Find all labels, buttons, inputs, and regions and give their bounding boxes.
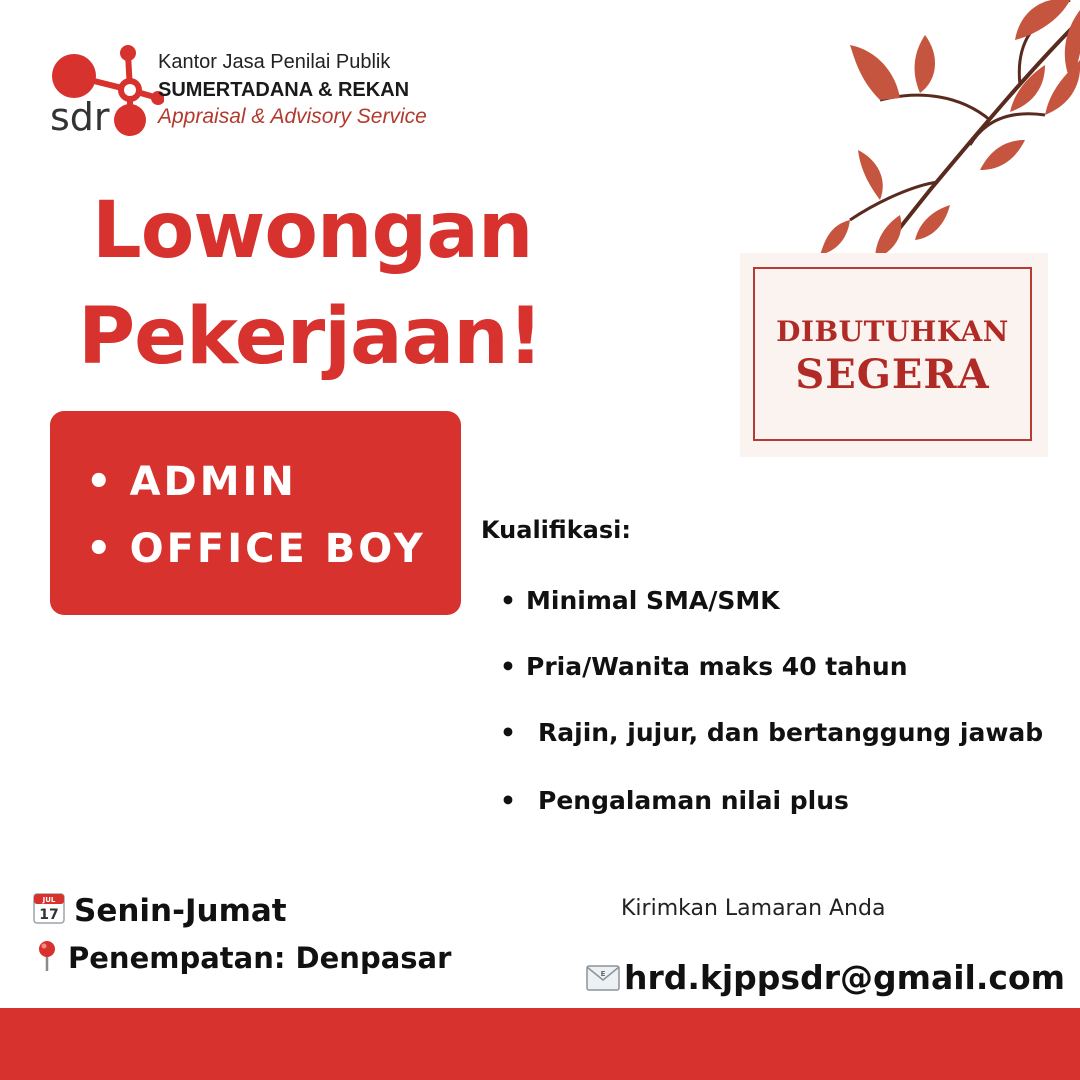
positions-box: [50, 411, 461, 615]
headline-line-1: Lowongan: [92, 186, 533, 276]
company-name: SUMERTADANA & REKAN: [158, 79, 410, 101]
qualification-item: • Pengalaman nilai plus: [500, 786, 849, 815]
headline-line-2: Pekerjaan!: [78, 292, 543, 382]
calendar-icon: [32, 891, 66, 925]
urgent-badge: [740, 253, 1048, 457]
svg-text:E: E: [600, 970, 606, 978]
qualification-item: • Rajin, jujur, dan bertanggung jawab: [500, 718, 1044, 747]
work-days-text: Senin-Jumat: [74, 893, 287, 929]
qualification-text: Minimal SMA/SMK: [526, 586, 780, 615]
position-item: • ADMIN: [86, 459, 297, 505]
qualification-item: • Minimal SMA/SMK: [500, 586, 780, 615]
company-logo-icon: [44, 40, 164, 140]
placement: [34, 940, 451, 975]
qualifications-title: Kualifikasi:: [481, 516, 631, 544]
svg-text:JUL: JUL: [42, 896, 56, 904]
logo-text: sdr: [50, 95, 110, 139]
placement-text: Penempatan: Denpasar: [68, 941, 452, 975]
apply-label: Kirimkan Lamaran Anda: [621, 896, 886, 921]
qualification-text: Rajin, jujur, dan bertanggung jawab: [538, 718, 1044, 747]
company-type: Kantor Jasa Penilai Publik: [158, 51, 391, 73]
work-days: [32, 891, 287, 929]
contact-email[interactable]: [586, 958, 1065, 997]
company-tagline: Appraisal & Advisory Service: [158, 105, 427, 128]
qualification-text: Pengalaman nilai plus: [538, 786, 849, 815]
envelope-icon: [586, 965, 620, 991]
svg-text:17: 17: [39, 907, 59, 923]
leaves-decoration: [820, 0, 1080, 260]
footer-bar: [0, 1008, 1080, 1080]
urgent-badge-frame: [753, 267, 1032, 441]
position-item: • OFFICE BOY: [86, 526, 426, 572]
urgent-badge-line-1: DIBUTUHKAN: [776, 315, 1009, 348]
qualification-item: • Pria/Wanita maks 40 tahun: [500, 652, 908, 681]
map-pin-icon: [34, 940, 60, 972]
qualification-text: Pria/Wanita maks 40 tahun: [526, 652, 908, 681]
urgent-badge-line-2: SEGERA: [795, 351, 990, 398]
contact-email-text[interactable]: hrd.kjppsdr@gmail.com: [624, 958, 1066, 997]
